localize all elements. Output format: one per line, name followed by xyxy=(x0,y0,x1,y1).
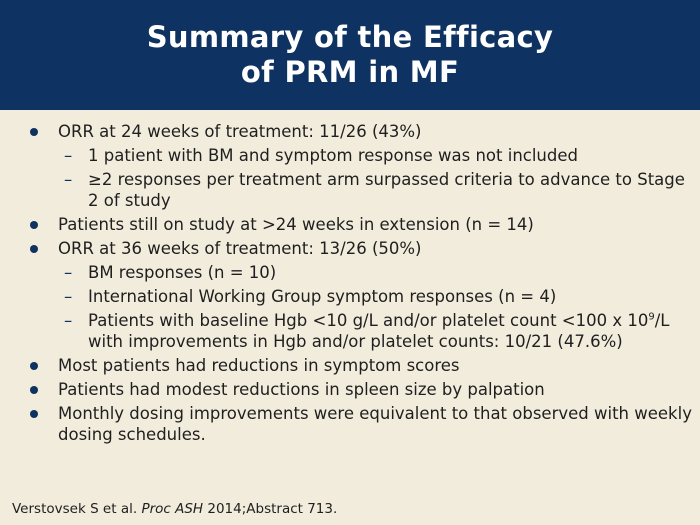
bullet-dot-icon xyxy=(30,410,38,418)
citation-rest: 2014;Abstract 713. xyxy=(203,501,338,517)
dash-icon: – xyxy=(64,311,73,330)
sub-bullet-item xyxy=(30,286,695,307)
bullet-list xyxy=(30,121,695,448)
bullet-dot-icon xyxy=(30,245,38,253)
hgb-text-after: /L with improvements in Hgb and/or platelet counts: 10/21 (47.6%) xyxy=(88,311,670,351)
bullet-dot-icon xyxy=(30,128,38,136)
sub-bullet-text: 1 patient with BM and symptom response was not included xyxy=(88,146,578,165)
sub-bullet-text: BM responses (n = 10) xyxy=(88,263,277,282)
bullet-item xyxy=(30,403,695,445)
sub-bullet-item xyxy=(30,145,695,166)
dash-icon: – xyxy=(64,170,73,189)
bullet-text: ORR at 36 weeks of treatment: 13/26 (50%) xyxy=(58,239,422,258)
bullet-dot-icon xyxy=(30,221,38,229)
bullet-text: ORR at 24 weeks of treatment: 11/26 (43%) xyxy=(58,122,422,141)
hgb-exponent: 9 xyxy=(648,311,655,323)
bullet-item xyxy=(30,214,695,235)
bullet-text: Most patients had reductions in symptom scores xyxy=(58,356,460,375)
slide-title-line-2: of PRM in MF xyxy=(240,55,460,89)
bullet-dot-icon xyxy=(30,362,38,370)
sub-bullet-item xyxy=(30,262,695,283)
bullet-item xyxy=(30,121,695,142)
bullet-item xyxy=(30,238,695,259)
bullet-text: Patients had modest reductions in spleen size by palpation xyxy=(58,380,545,399)
title-banner xyxy=(0,0,700,110)
dash-icon: – xyxy=(64,263,73,282)
sub-bullet-item xyxy=(30,169,695,211)
slide-title-line-1: Summary of the Efficacy xyxy=(146,20,554,54)
sub-bullet-text: ≥2 responses per treatment arm surpassed criteria to advance to Stage 2 of study xyxy=(88,170,685,210)
bullet-item xyxy=(30,379,695,400)
bullet-text: Patients still on study at >24 weeks in extension (n = 14) xyxy=(58,215,534,234)
dash-icon: – xyxy=(64,287,73,306)
sub-bullet-text: International Working Group symptom responses (n = 4) xyxy=(88,287,557,306)
bullet-text: Monthly dosing improvements were equivalent to that observed with weekly dosing schedules. xyxy=(58,404,692,444)
bullet-dot-icon xyxy=(30,386,38,394)
citation xyxy=(12,500,337,518)
hgb-text-before: Patients with baseline Hgb <10 g/L and/or platelet count <100 x 10 xyxy=(88,311,649,330)
sub-bullet-item-hgb xyxy=(30,310,695,352)
citation-journal: Proc ASH xyxy=(141,501,204,517)
bullet-item xyxy=(30,355,695,376)
citation-authors: Verstovsek S et al. xyxy=(12,501,142,517)
dash-icon: – xyxy=(64,146,73,165)
